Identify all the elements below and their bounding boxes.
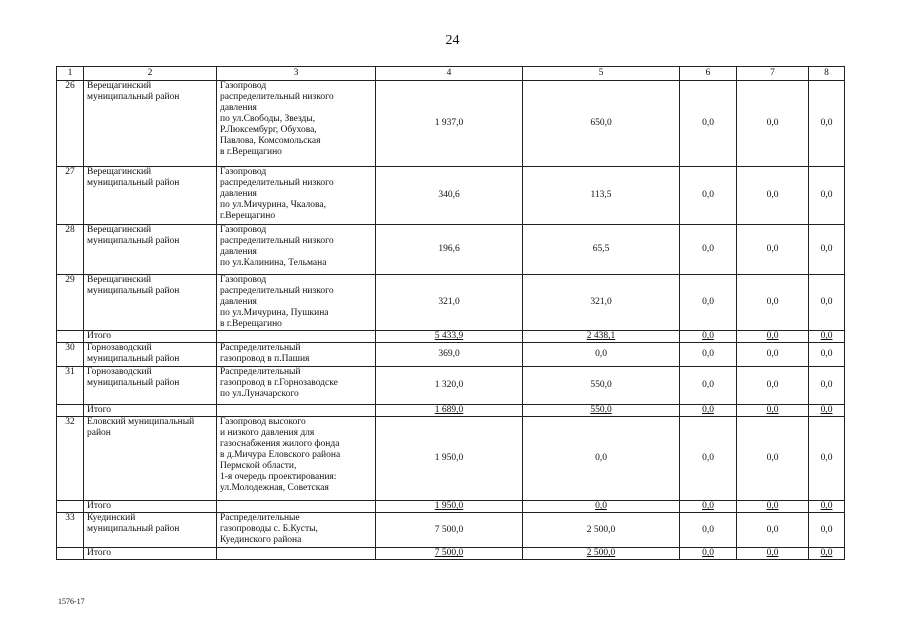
value-cell: 0,0 [809,275,845,331]
subtotal-row [57,405,845,417]
value-cell: 0,0 [737,513,809,548]
row-number-cell: 27 [57,167,84,225]
value-cell: 0,0 [680,225,737,275]
column-header: 3 [217,67,376,81]
table-row [57,167,845,225]
value-cell: 5 433,9 [376,331,523,343]
value-cell: 0,0 [680,513,737,548]
column-header: 6 [680,67,737,81]
value-cell: 0,0 [737,405,809,417]
table-row [57,225,845,275]
value-cell: 0,0 [809,513,845,548]
subtotal-row [57,548,845,560]
object-description-cell [217,548,376,560]
value-cell: 0,0 [809,343,845,367]
row-number-cell: 28 [57,225,84,275]
value-cell: 0,0 [809,367,845,405]
row-number-cell: 31 [57,367,84,405]
value-cell: 0,0 [809,417,845,501]
value-cell: 113,5 [523,167,680,225]
row-number-cell: 33 [57,513,84,548]
value-cell: 0,0 [737,417,809,501]
column-number-row [57,67,845,81]
object-description-cell [217,331,376,343]
total-label-cell: Итого [84,548,217,560]
value-cell: 1 689,0 [376,405,523,417]
value-cell: 0,0 [680,367,737,405]
object-description-cell [217,501,376,513]
municipality-cell: Верещагинский муниципальный район [84,167,217,225]
total-label-cell: Итого [84,501,217,513]
object-description-cell: Газопровод распределительный низкого давления по ул.Свободы, Звезды, Р.Люксембург, Обухова, Павлова, Комсомольская в г.Верещагино [217,81,376,167]
column-header: 2 [84,67,217,81]
subtotal-row [57,331,845,343]
value-cell: 0,0 [680,167,737,225]
page-number: 24 [445,33,460,48]
value-cell: 321,0 [376,275,523,331]
row-number-cell [57,331,84,343]
total-label-cell: Итого [84,405,217,417]
value-cell: 0,0 [680,81,737,167]
row-number-cell [57,405,84,417]
value-cell: 0,0 [680,331,737,343]
investment-table [56,66,845,560]
value-cell: 0,0 [809,225,845,275]
municipality-cell: Куединский муниципальный район [84,513,217,548]
value-cell: 0,0 [680,343,737,367]
column-header: 1 [57,67,84,81]
municipality-cell: Верещагинский муниципальный район [84,275,217,331]
column-header: 8 [809,67,845,81]
table-row [57,275,845,331]
document-code: 1576-17 [58,597,85,606]
value-cell: 2 438,1 [523,331,680,343]
table-row [57,81,845,167]
value-cell: 0,0 [737,367,809,405]
table-row [57,367,845,405]
municipality-cell: Верещагинский муниципальный район [84,81,217,167]
municipality-cell: Горнозаводский муниципальный район [84,367,217,405]
row-number-cell [57,548,84,560]
object-description-cell [217,405,376,417]
value-cell: 0,0 [809,548,845,560]
column-header: 4 [376,67,523,81]
value-cell: 0,0 [523,501,680,513]
value-cell: 2 500,0 [523,513,680,548]
row-number-cell: 26 [57,81,84,167]
table-row [57,343,845,367]
value-cell: 0,0 [737,331,809,343]
value-cell: 65,5 [523,225,680,275]
value-cell: 650,0 [523,81,680,167]
value-cell: 550,0 [523,367,680,405]
subtotal-row [57,501,845,513]
value-cell: 0,0 [680,548,737,560]
value-cell: 1 320,0 [376,367,523,405]
value-cell: 0,0 [809,81,845,167]
value-cell: 550,0 [523,405,680,417]
value-cell: 321,0 [523,275,680,331]
value-cell: 2 500,0 [523,548,680,560]
value-cell: 0,0 [809,331,845,343]
row-number-cell: 32 [57,417,84,501]
value-cell: 0,0 [737,548,809,560]
object-description-cell: Газопровод высокого и низкого давления для газоснабжения жилого фонда в д.Мичура Еловского района Пермской области, 1-я очередь проектирования: ул.Молодежная, Советская [217,417,376,501]
municipality-cell: Еловский муниципальный район [84,417,217,501]
value-cell: 0,0 [680,275,737,331]
value-cell: 0,0 [809,405,845,417]
value-cell: 0,0 [737,275,809,331]
municipality-cell: Верещагинский муниципальный район [84,225,217,275]
value-cell: 0,0 [680,501,737,513]
object-description-cell: Распределительные газопроводы с. Б.Кусты, Куединского района [217,513,376,548]
municipality-cell: Горнозаводский муниципальный район [84,343,217,367]
row-number-cell [57,501,84,513]
value-cell: 0,0 [809,167,845,225]
value-cell: 7 500,0 [376,513,523,548]
column-header: 5 [523,67,680,81]
value-cell: 340,6 [376,167,523,225]
total-label-cell: Итого [84,331,217,343]
value-cell: 0,0 [737,81,809,167]
value-cell: 0,0 [737,501,809,513]
value-cell: 1 950,0 [376,501,523,513]
value-cell: 0,0 [523,343,680,367]
table-row [57,513,845,548]
object-description-cell: Распределительный газопровод в п.Пашия [217,343,376,367]
value-cell: 0,0 [737,225,809,275]
value-cell: 0,0 [737,343,809,367]
value-cell: 0,0 [680,405,737,417]
object-description-cell: Распределительный газопровод в г.Горнозаводске по ул.Луначарского [217,367,376,405]
value-cell: 7 500,0 [376,548,523,560]
value-cell: 0,0 [523,417,680,501]
object-description-cell: Газопровод распределительный низкого давления по ул.Калинина, Тельмана [217,225,376,275]
value-cell: 0,0 [809,501,845,513]
row-number-cell: 30 [57,343,84,367]
value-cell: 1 937,0 [376,81,523,167]
object-description-cell: Газопровод распределительный низкого давления по ул.Мичурина, Чкалова, г.Верещагино [217,167,376,225]
value-cell: 1 950,0 [376,417,523,501]
value-cell: 0,0 [680,417,737,501]
value-cell: 369,0 [376,343,523,367]
row-number-cell: 29 [57,275,84,331]
value-cell: 196,6 [376,225,523,275]
column-header: 7 [737,67,809,81]
value-cell: 0,0 [737,167,809,225]
object-description-cell: Газопровод распределительный низкого давления по ул.Мичурина, Пушкина в г.Верещагино [217,275,376,331]
table-row [57,417,845,501]
